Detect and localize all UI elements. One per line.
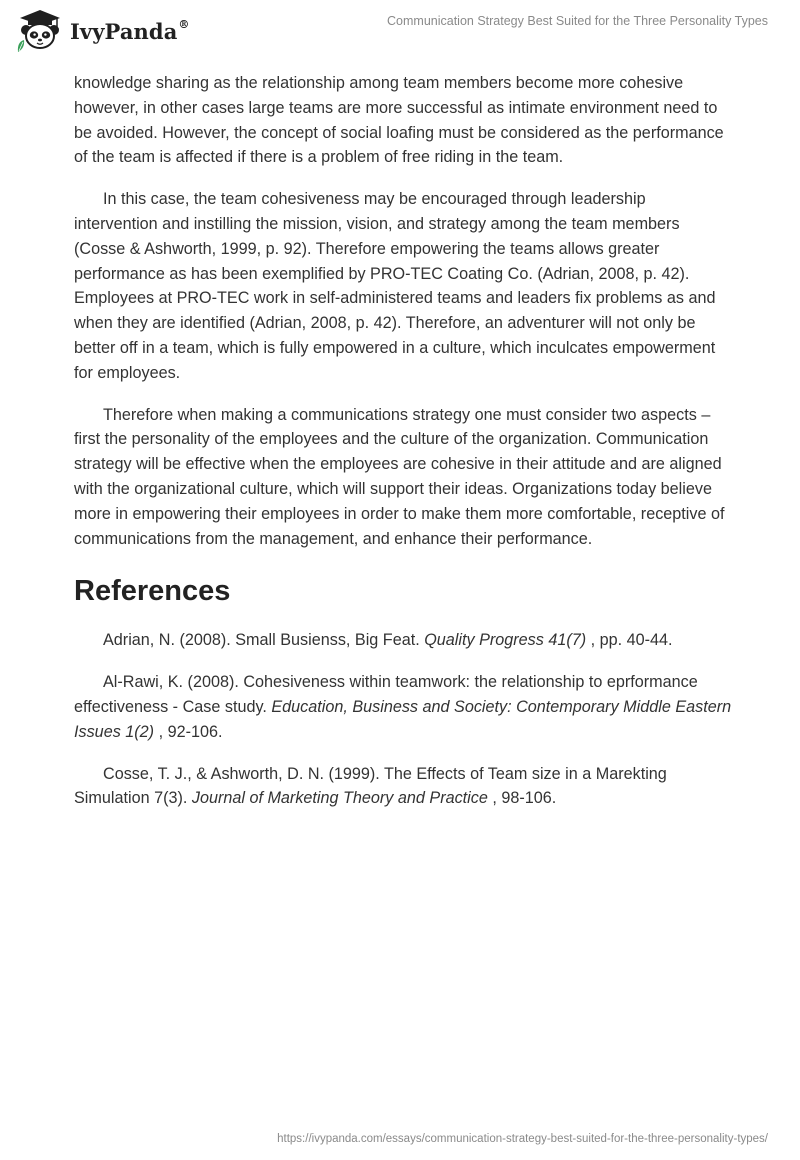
reference-pages: , 92-106. xyxy=(154,722,223,741)
reference-item xyxy=(74,670,732,744)
reference-source: Quality Progress 41(7) xyxy=(424,631,587,650)
reference-source: Education, Business and Society: Contemporary Middle Eastern Issues 1(2) xyxy=(74,697,732,741)
reference-pages: , pp. 40-44. xyxy=(586,631,673,650)
reference-item xyxy=(74,762,732,812)
brand-name: IvyPanda® xyxy=(70,17,190,44)
document-title: Communication Strategy Best Suited for the Three Personality Types xyxy=(387,14,768,28)
reference-text: Al-Rawi, K. (2008). Cohesiveness within teamwork: the relationship to eprformance effectiveness - Case study. xyxy=(74,673,698,716)
registered-mark: ® xyxy=(178,17,190,31)
references-heading: References xyxy=(74,575,231,608)
body-paragraph: Therefore when making a communications strategy one must consider two aspects – first the personality of the employees and the culture of the organization. Communication strategy will be effective when the employees are cohesive in their attitude and are aligned with the organizational culture, which will support their ideas. Organizations today believe more in empowering their employees in order to make them more comfortable, receptive of communications from the management, and enhance their performance. xyxy=(74,405,725,548)
body-paragraph: In this case, the team cohesiveness may be encouraged through leadership intervention and instilling the mission, vision, and strategy among the team members (Cosse & Ashworth, 1999, p. 92). Therefore empowering the teams allows greater performance as has been exemplified by PRO-TEC Coating Co. (Adrian, 2008, p. 42). Employees at PRO-TEC work in self-administered teams and leaders fix problems as and when they are identified (Adrian, 2008, p. 42). Therefore, an adventurer will not only be better off in a team, which is fully empowered in a culture, which inculcates empowerment for employees. xyxy=(74,190,716,382)
page-header xyxy=(0,0,800,60)
ivypanda-logo[interactable] xyxy=(14,8,190,52)
reference-text: Cosse, T. J., & Ashworth, D. N. (1999). The Effects of Team size in a Marekting Simulation 7(3). xyxy=(74,764,667,808)
essay-content xyxy=(74,71,732,828)
reference-source: Journal of Marketing Theory and Practice xyxy=(191,789,488,808)
reference-item xyxy=(74,628,732,653)
panda-graduate-icon xyxy=(14,8,66,52)
source-url-link[interactable]: https://ivypanda.com/essays/communication-strategy-best-suited-for-the-three-personality-types/ xyxy=(277,1133,768,1145)
body-paragraph: knowledge sharing as the relationship among team members become more cohesive however, in other cases large teams are more successful as intimate environment need to be avoided. However, the concept of social loafing must be considered as the performance of the team is affected if there is a problem of free riding in the team. xyxy=(74,74,724,167)
reference-pages: , 98-106. xyxy=(487,789,557,808)
reference-text: Adrian, N. (2008). Small Busienss, Big Feat. xyxy=(103,631,425,650)
